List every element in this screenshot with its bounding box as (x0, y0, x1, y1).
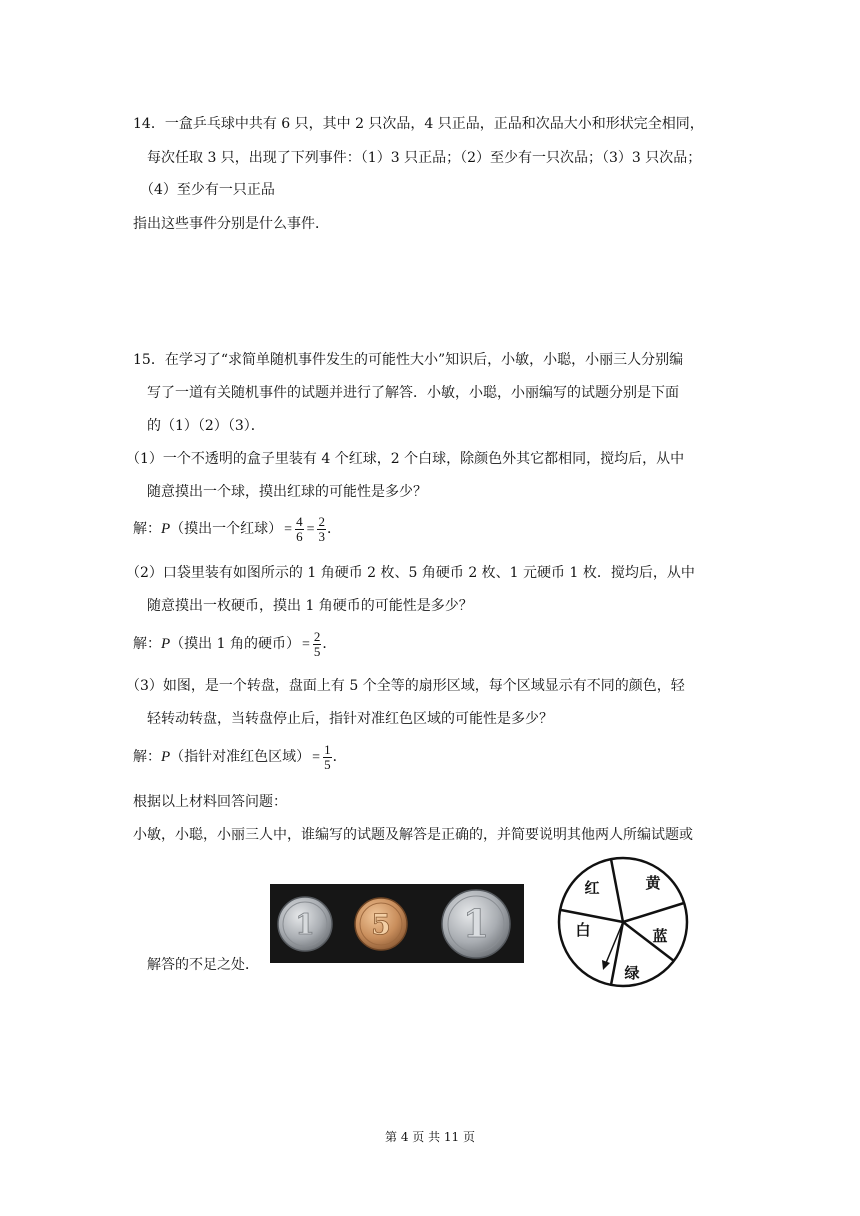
event-text: （指针对准红色区域） (170, 749, 311, 765)
solution-prefix: 解： (133, 521, 161, 537)
numerator: 2 (318, 513, 325, 529)
denominator: 3 (318, 528, 325, 544)
probability-var: P (161, 749, 171, 765)
page-footer: 第 4 页 共 11 页 (385, 1130, 475, 1144)
solution-prefix: 解： (133, 636, 161, 652)
equals-sign: = (312, 750, 321, 765)
coins-svg (270, 884, 524, 963)
event-text: （摸出 1 角的硬币） (170, 636, 300, 652)
coin-1-yuan (442, 890, 510, 958)
fraction (313, 630, 322, 659)
q15-ask1: 根据以上材料回答问题： (133, 794, 287, 810)
sector-green-label: 绿 (624, 964, 640, 982)
equals-sign: = (284, 522, 293, 537)
q15-p3-line2: 轻转动转盘，当转盘停止后，指针对准红色区域的可能性是多少？ (147, 711, 553, 727)
numerator: 4 (296, 513, 303, 529)
denominator: 5 (324, 756, 331, 772)
coin-denomination: 1 (462, 901, 490, 946)
q15-ask3: 解答的不足之处． (147, 957, 259, 973)
q15-p2-line2: 随意摸出一枚硬币，摸出 1 角硬币的可能性是多少？ (147, 598, 473, 614)
spinner-diagram (556, 855, 690, 989)
denominator: 6 (296, 528, 303, 544)
coin-5-jiao (355, 898, 407, 950)
event-text: （摸出一个红球） (170, 521, 283, 537)
q15-p1-line1: （1）一个不透明的盒子里装有 4 个红球，2 个白球，除颜色外其它都相同，搅均后，从中 (126, 451, 685, 467)
sector-white-label: 白 (575, 921, 591, 939)
coin-1-jiao (278, 897, 332, 951)
denominator: 5 (313, 643, 321, 659)
q15-p1-line2: 随意摸出一个球，摸出红球的可能性是多少？ (147, 484, 427, 500)
probability-var: P (161, 521, 171, 537)
equals-sign: = (306, 522, 315, 537)
probability-var: P (161, 636, 171, 652)
q15-solution1 (133, 512, 341, 547)
numerator: 2 (313, 628, 321, 644)
q15-ask2: 小敏，小聪，小丽三人中，谁编写的试题及解答是正确的，并简要说明其他两人所编试题或 (133, 827, 693, 843)
period: ． (326, 521, 341, 537)
sector-yellow-label: 黄 (645, 874, 661, 892)
q15-solution2 (133, 627, 336, 662)
coin-denomination: 1 (295, 908, 315, 941)
fraction (317, 515, 326, 544)
coins-image (270, 884, 524, 963)
q14-line3: （4）至少有一只正品 (140, 182, 275, 198)
q15-line1: 15．在学习了“求简单随机事件发生的可能性大小”知识后，小敏，小聪，小丽三人分别编 (133, 352, 684, 368)
q14-line1: 14．一盒乒乓球中共有 6 只，其中 2 只次品，4 只正品，正品和次品大小和形状完全相同， (133, 116, 704, 132)
q14-line4: 指出这些事件分别是什么事件． (133, 216, 329, 232)
period: ． (322, 636, 337, 652)
sector-blue-label: 蓝 (652, 927, 668, 945)
period: ． (332, 749, 347, 765)
q15-line3: 的（1）（2）（3）． (147, 418, 265, 434)
numerator: 1 (324, 741, 331, 757)
q15-p2-line1: （2）口袋里装有如图所示的 1 角硬币 2 枚、5 角硬币 2 枚、1 元硬币 1 枚．搅均后，从中 (126, 565, 695, 581)
fraction (295, 515, 304, 544)
sector-red-label: 红 (584, 879, 600, 897)
solution-prefix: 解： (133, 749, 161, 765)
coin-denomination: 5 (371, 908, 391, 941)
q15-p3-line1: （3）如图，是一个转盘，盘面上有 5 个全等的扇形区域，每个区域显示有不同的颜色，轻 (126, 678, 685, 694)
q14-line2: 每次任取 3 只，出现了下列事件：（1）3 只正品；（2）至少有一只次品；（3）3 只次品； (147, 150, 702, 166)
q15-line2: 写了一道有关随机事件的试题并进行了解答．小敏，小聪，小丽编写的试题分别是下面 (147, 385, 679, 401)
equals-sign: = (301, 637, 310, 652)
fraction (323, 743, 332, 772)
q15-solution3 (133, 740, 347, 775)
